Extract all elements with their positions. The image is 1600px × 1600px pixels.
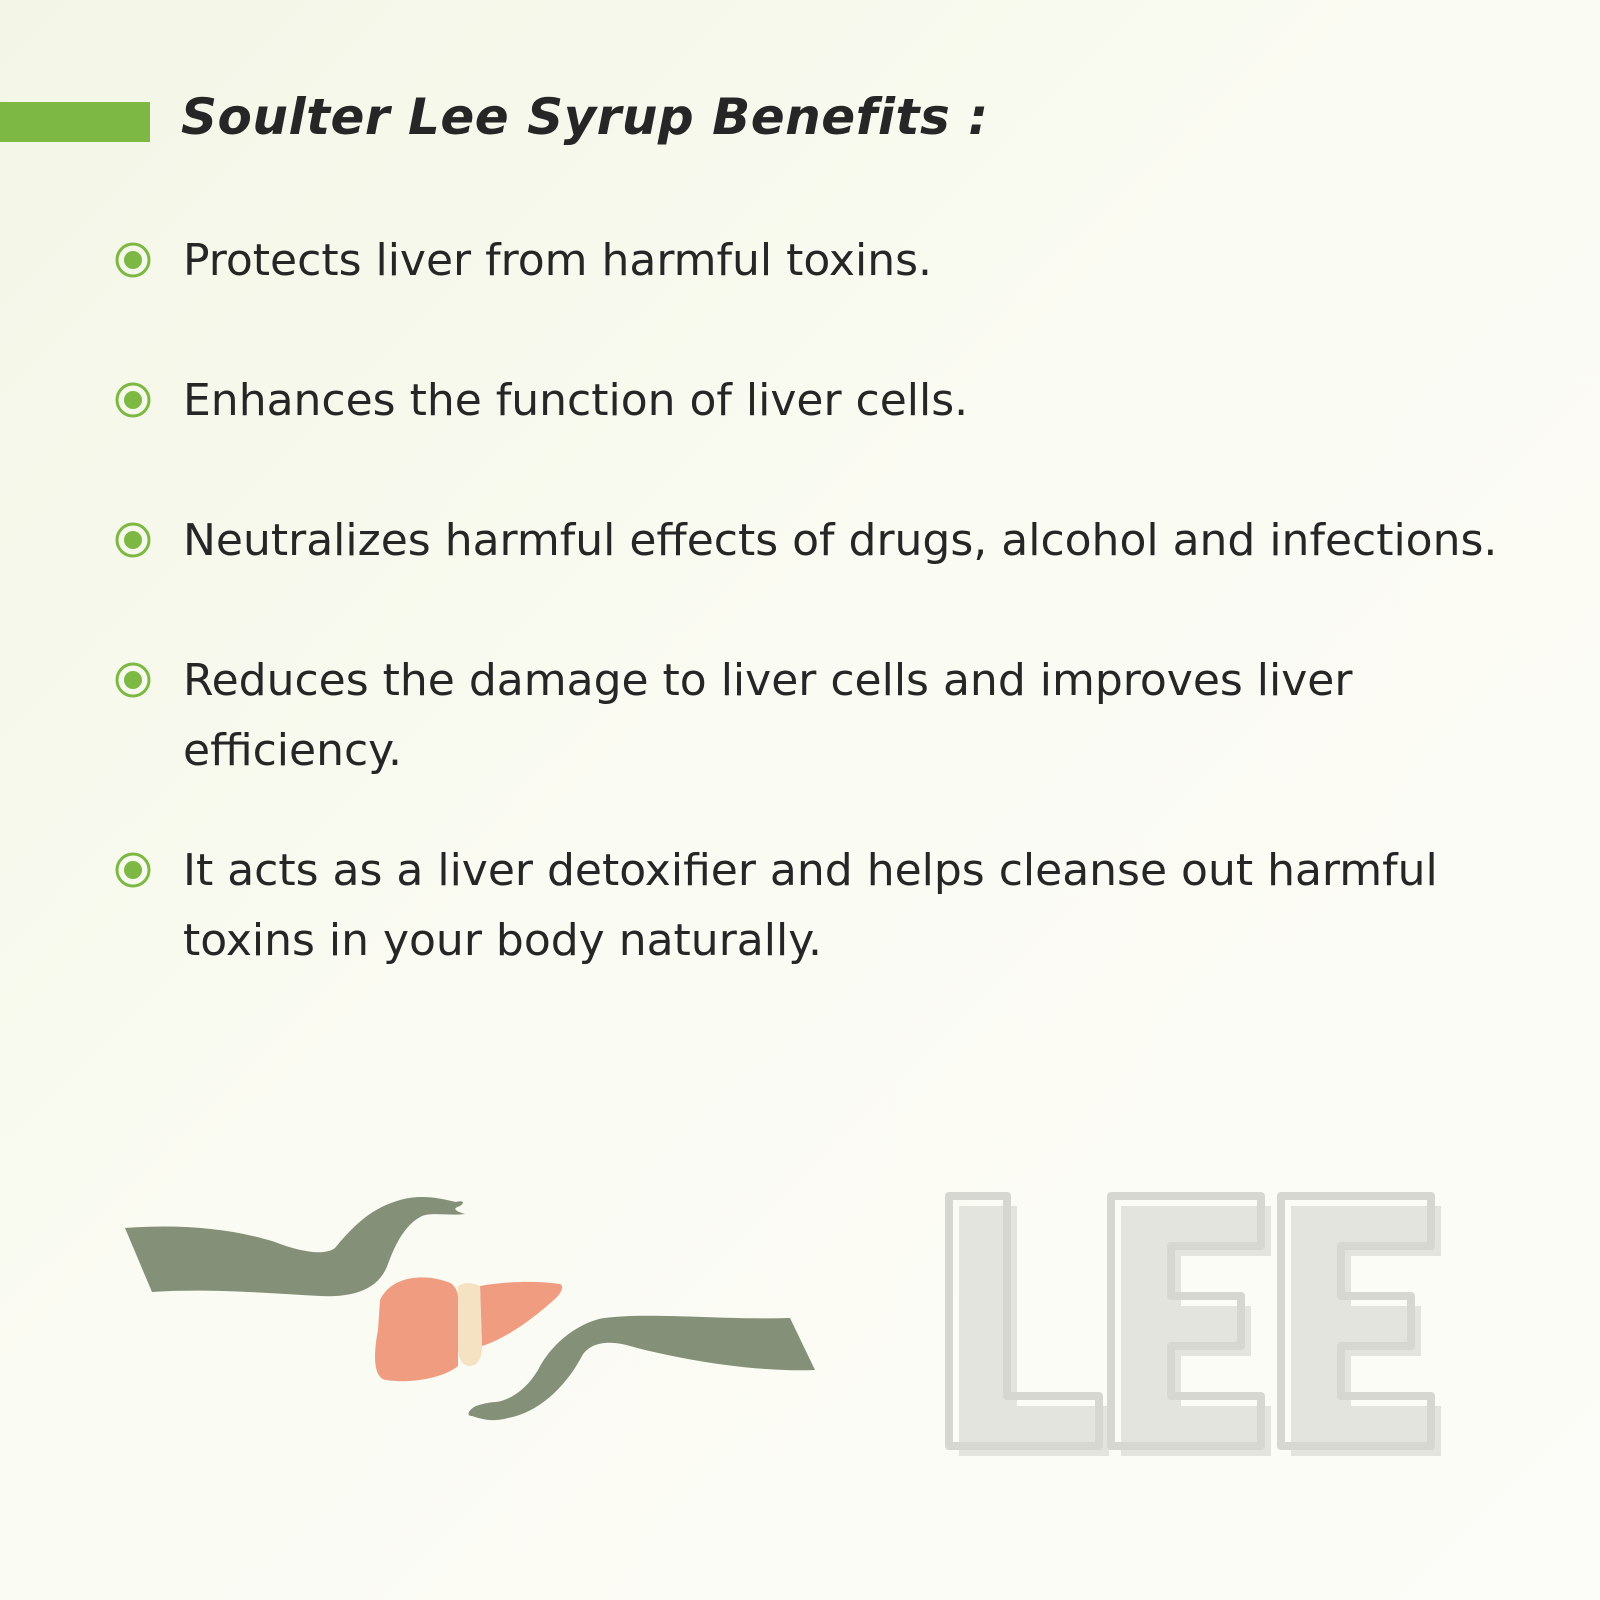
bullet-icon [115, 852, 151, 888]
bullet-icon [115, 522, 151, 558]
lee-logo [945, 1190, 1455, 1470]
benefit-text: Neutralizes harmful effects of drugs, alcohol and infections. [183, 515, 1498, 566]
logo-letter-l [949, 1196, 1109, 1456]
bullet-icon [115, 242, 151, 278]
gallbladder-icon [458, 1283, 482, 1366]
lower-hand-icon [469, 1316, 815, 1420]
benefit-text: Protects liver from harmful toxins. [183, 235, 932, 286]
bullet-icon [115, 662, 151, 698]
hands-holding-liver-illustration [110, 1190, 830, 1450]
page-title: Soulter Lee Syrup Benefits : [181, 88, 989, 146]
liver-right-lobe-icon [480, 1282, 562, 1346]
liver-icon [375, 1277, 458, 1381]
benefit-text: Reduces the damage to liver cells and improves liver efficiency. [183, 655, 1353, 776]
bullet-icon [115, 382, 151, 418]
benefit-text: It acts as a liver detoxifier and helps cleanse out harmful toxins in your body naturally. [183, 845, 1438, 966]
logo-letter-e-2 [1281, 1196, 1441, 1456]
accent-bar [0, 102, 150, 142]
benefit-text: Enhances the function of liver cells. [183, 375, 969, 426]
logo-letter-e-1 [1111, 1196, 1271, 1456]
